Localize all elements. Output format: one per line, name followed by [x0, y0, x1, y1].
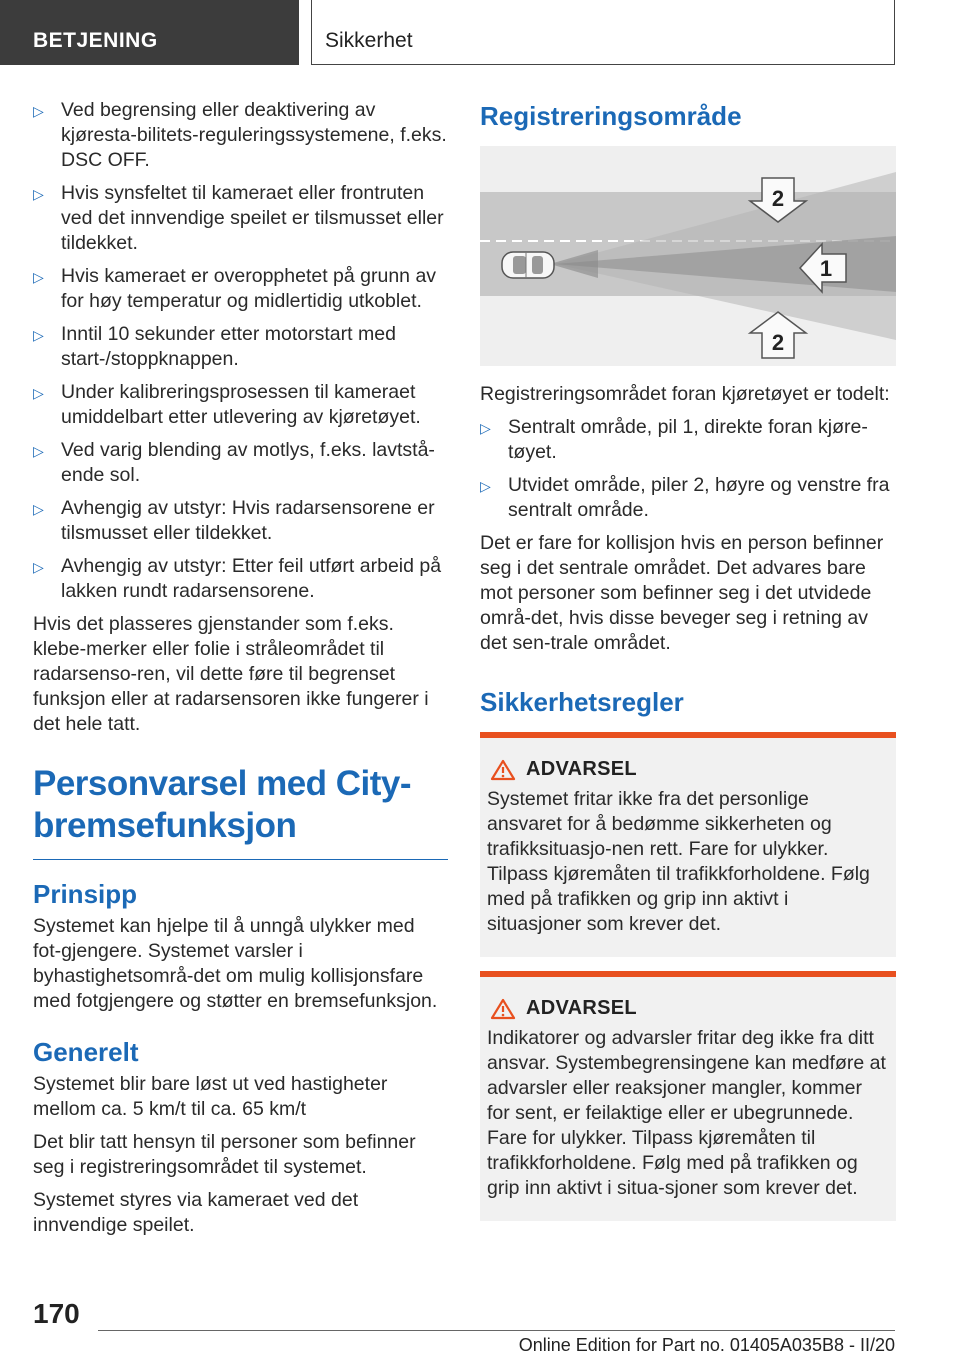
warning-title: ADVARSEL: [526, 997, 637, 1019]
detection-area-figure: [480, 146, 896, 366]
bullet-triangle-icon: ▷: [33, 385, 44, 401]
detection-intro: Registreringsområdet foran kjøretøyet er todelt:: [480, 383, 890, 405]
header-section: BETJENING: [0, 0, 299, 65]
general-paragraph: Systemet blir bare løst ut ved hastigheter mellom ca. 5 km/t til ca. 65 km/t: [33, 1073, 388, 1120]
general-heading: Generelt: [33, 1037, 139, 1067]
heading-rule: [33, 859, 448, 860]
car-icon: [502, 252, 554, 278]
safety-heading: Sikkerhetsregler: [480, 687, 684, 717]
warning-triangle-icon: [490, 998, 516, 1020]
warning-box: [480, 971, 896, 1221]
left-column: [33, 98, 448, 1246]
list-item: ▷ Inntil 10 sekunder etter motorstart med start-/stoppknappen.: [33, 323, 396, 370]
list-item: ▷ Hvis kameraet er overopphetet på grunn av for høy temperatur og midlertidig utkoblet.: [33, 265, 437, 312]
arrow-label: 2: [771, 330, 785, 355]
detection-diagram: [480, 146, 896, 366]
bullet-triangle-icon: ▷: [33, 269, 44, 285]
radar-note: Hvis det plasseres gjenstander som f.eks. klebe-merker eller folie i stråleområdet til radarsenso-ren, vil dette føre til begrenset funksjon eller at radarsensoren ikke fungerer i det hele tatt.: [33, 613, 429, 735]
list-item: ▷ Ved begrensing eller deaktivering av kjøresta-bilitets-reguleringssystemene, f.eks. DSC OFF.: [33, 99, 447, 171]
principle-text: Systemet kan hjelpe til å unngå ulykker med fot-gjengere. Systemet varsler i byhastighetsområ-det om mulig kollisjonsfare med fotgjengere og støtter en bremsefunksjon.: [33, 915, 438, 1012]
bullet-triangle-icon: ▷: [480, 420, 491, 436]
header-subsection: Sikkerhet: [311, 0, 895, 65]
bullet-triangle-icon: ▷: [33, 501, 44, 517]
warning-triangle-icon: [490, 759, 516, 781]
detection-list: [480, 415, 896, 523]
page-number: 170: [33, 1298, 80, 1329]
list-item: ▷ Avhengig av utstyr: Hvis radarsensorene er tilsmusset eller tildekket.: [33, 497, 435, 544]
warning-title: ADVARSEL: [526, 758, 637, 780]
warning-text: Systemet fritar ikke fra det personlige ansvaret for å bedømme sikkerheten og trafikksituasjo-nen rett. Fare for ulykker. Tilpass kjøremåten til trafikkforholdene. Følg med på trafikken og grip inn aktivt i situasjoner som krever det.: [487, 788, 870, 935]
right-column: [480, 98, 896, 1235]
warning-text: Indikatorer og advarsler fritar deg ikke fra ditt ansvar. Systembegrensingene kan medføre at advarsler eller reaksjoner mangler, kommer for sent, er feilaktige eller er ubegrunnede. Fare for ulykker. Tilpass kjøremåten til trafikkforholdene. Følg med på trafikken og grip inn aktivt i situa-sjoner som krever det.: [487, 1027, 886, 1199]
edition-footer: Online Edition for Part no. 01405A035B8 - II/20: [518, 1335, 895, 1355]
bullet-triangle-icon: ▷: [33, 103, 44, 119]
principle-heading: Prinsipp: [33, 879, 138, 909]
arrow-label: 2: [771, 186, 785, 211]
detection-heading: Registreringsområde: [480, 101, 742, 131]
arrow-label: 1: [819, 256, 833, 281]
list-item: ▷ Under kalibreringsprosessen til kameraet umiddelbart etter utlevering av kjøretøyet.: [33, 381, 421, 428]
general-paragraph: Systemet styres via kameraet ved det innvendige speilet.: [33, 1189, 359, 1236]
detection-paragraph: Det er fare for kollisjon hvis en person befinner seg i det sentrale området. Det advares bare mot personer som befinner seg i det utvidede områ-det, hvis disse beveger seg i retning av det sen-trale området.: [480, 532, 884, 654]
bullet-triangle-icon: ▷: [33, 327, 44, 343]
bullet-triangle-icon: ▷: [33, 443, 44, 459]
footer-rule: [98, 1330, 895, 1331]
list-item: ▷ Sentralt område, pil 1, direkte foran kjøre-tøyet.: [480, 416, 868, 463]
bullet-triangle-icon: ▷: [33, 186, 44, 202]
list-item: ▷ Utvidet område, piler 2, høyre og venstre fra sentralt område.: [480, 474, 890, 521]
list-item: ▷ Ved varig blending av motlys, f.eks. lavtstå-ende sol.: [33, 439, 435, 486]
list-item: ▷ Avhengig av utstyr: Etter feil utført arbeid på lakken rundt radarsensorene.: [33, 555, 442, 602]
condition-list: [33, 98, 448, 604]
section-heading: Personvarsel med City-bremsefunksjon: [33, 764, 412, 845]
bullet-triangle-icon: ▷: [480, 478, 491, 494]
general-paragraph: Det blir tatt hensyn til personer som befinner seg i registreringsområdet til systemet.: [33, 1131, 416, 1178]
list-item: ▷ Hvis synsfeltet til kameraet eller frontruten ved det innvendige speilet er tilsmusset eller tildekket.: [33, 182, 444, 254]
bullet-triangle-icon: ▷: [33, 559, 44, 575]
warning-box: [480, 732, 896, 957]
